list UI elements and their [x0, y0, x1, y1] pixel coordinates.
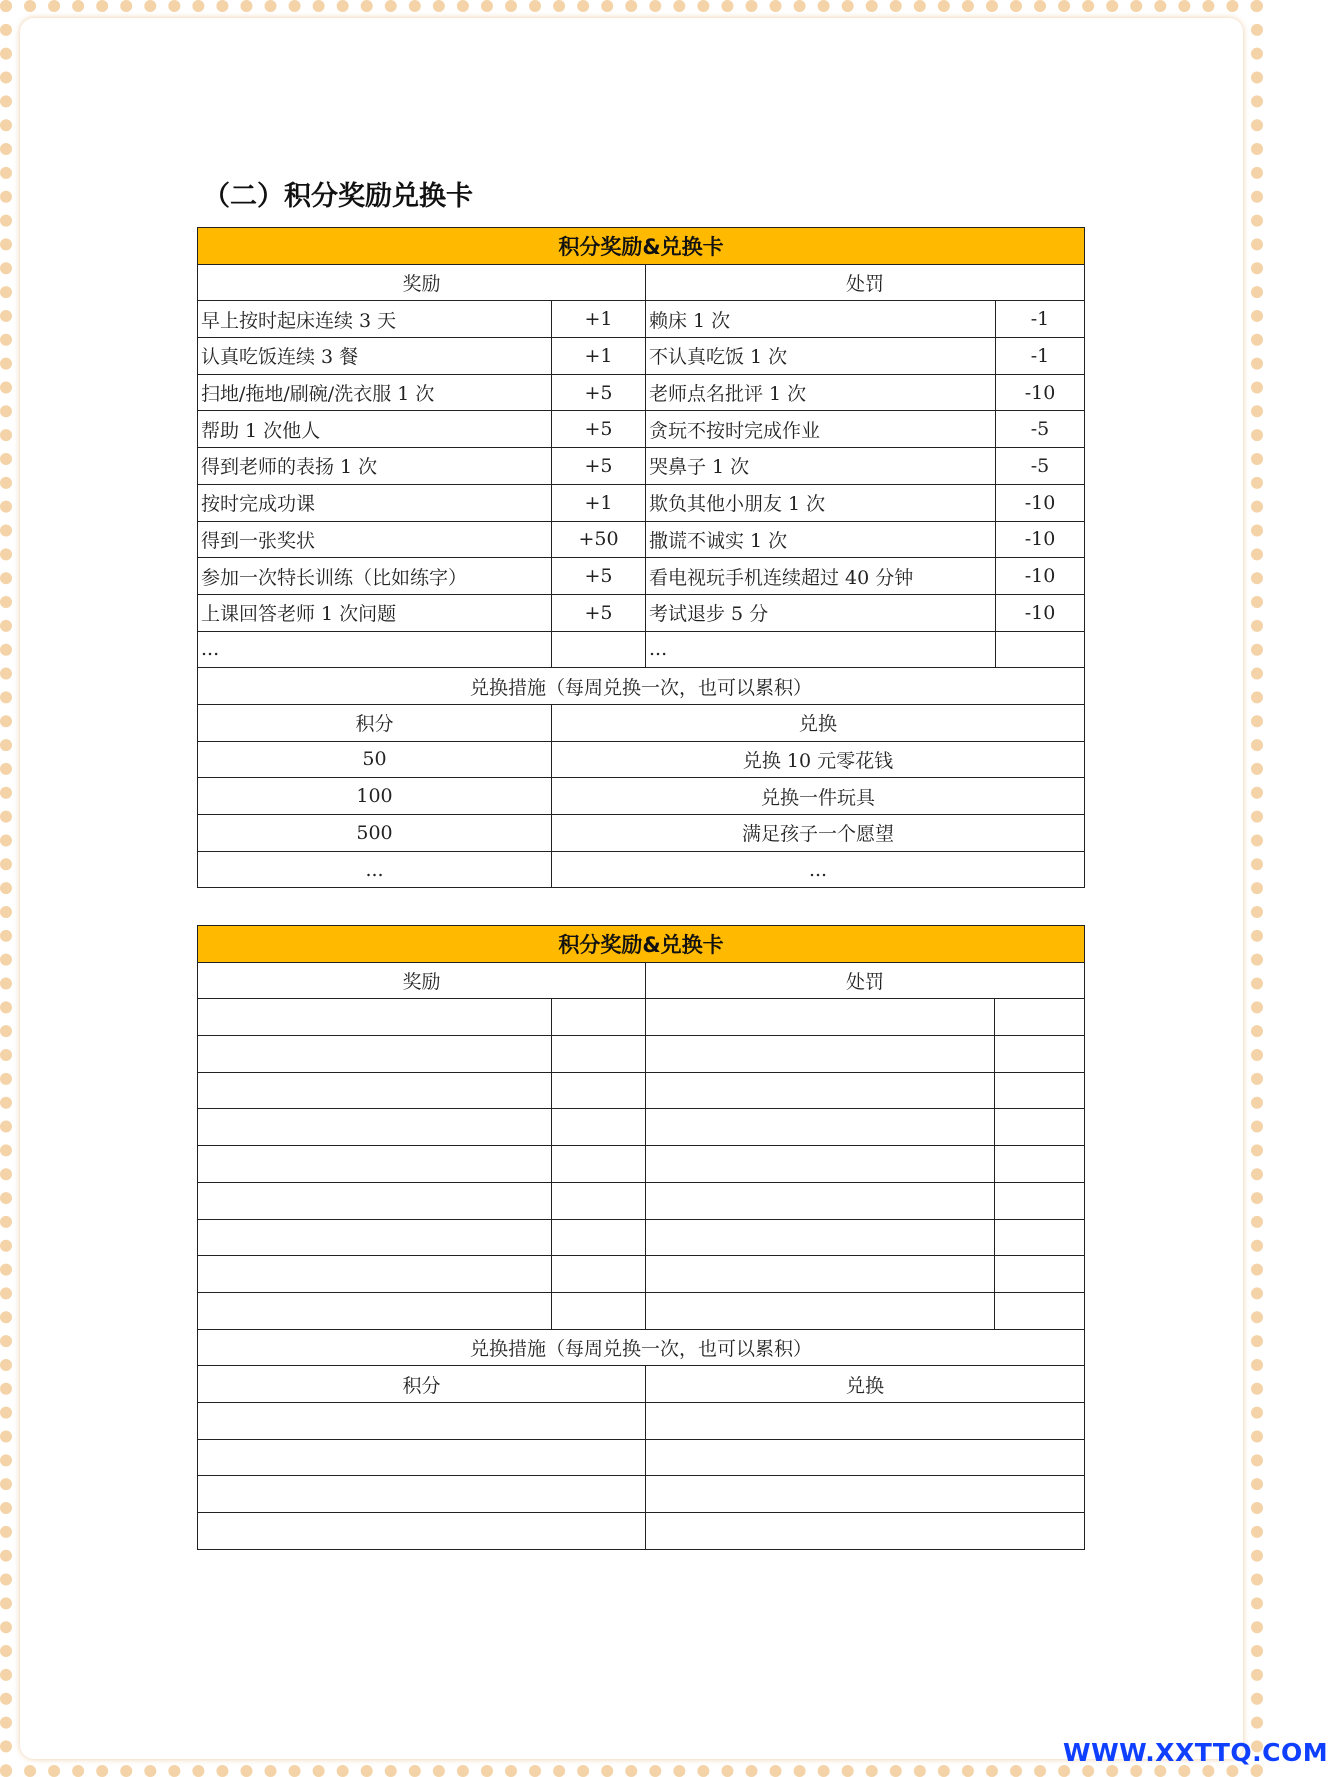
exchange-item: 兑换 10 元零花钱: [552, 741, 1085, 778]
exchange-row: [198, 778, 1085, 815]
reward-points: +5: [552, 411, 646, 448]
exchange-item: [646, 1476, 1085, 1513]
blank-exchange-row: [198, 1439, 1085, 1476]
reward-text: ...: [198, 631, 552, 668]
exchange-points: [198, 1513, 646, 1550]
penalty-points: -10: [996, 594, 1085, 631]
rule-row: [198, 484, 1085, 521]
exchange-title: 兑换措施（每周兑换一次，也可以累积）: [198, 668, 1085, 705]
exchange-header-row: [198, 704, 1085, 741]
rule-row: [198, 521, 1085, 558]
reward-text: [198, 1109, 552, 1146]
penalty-points: -1: [996, 338, 1085, 375]
blank-rule-row: [198, 1292, 1085, 1329]
rule-row: [198, 411, 1085, 448]
penalty-text: 赖床 1 次: [646, 301, 996, 338]
reward-text: 扫地/拖地/刷碗/洗衣服 1 次: [198, 374, 552, 411]
exchange-points: 100: [198, 778, 552, 815]
penalty-points: [995, 1146, 1085, 1183]
reward-text: 上课回答老师 1 次问题: [198, 594, 552, 631]
card-header-row: [198, 264, 1085, 301]
reward-points: [552, 1146, 646, 1183]
penalty-text: [646, 1256, 995, 1293]
penalty-points: -5: [996, 448, 1085, 485]
penalty-text: 撒谎不诚实 1 次: [646, 521, 996, 558]
reward-points: +1: [552, 301, 646, 338]
reward-text: 按时完成功课: [198, 484, 552, 521]
penalty-text: 老师点名批评 1 次: [646, 374, 996, 411]
rule-row: [198, 338, 1085, 375]
reward-points: [552, 1182, 646, 1219]
reward-points: [552, 999, 646, 1036]
reward-text: [198, 1146, 552, 1183]
exchange-points: [198, 1402, 646, 1439]
card-header-row: [198, 962, 1085, 999]
reward-points: +1: [552, 338, 646, 375]
penalty-points: [995, 1036, 1085, 1073]
card-title: 积分奖励&兑换卡: [198, 926, 1085, 963]
penalty-text: [646, 1182, 995, 1219]
reward-points: [552, 1072, 646, 1109]
penalty-points: [995, 1072, 1085, 1109]
reward-points: +50: [552, 521, 646, 558]
penalty-text: 哭鼻子 1 次: [646, 448, 996, 485]
reward-text: 早上按时起床连续 3 天: [198, 301, 552, 338]
rule-row: [198, 448, 1085, 485]
rule-row: [198, 594, 1085, 631]
blank-exchange-row: [198, 1402, 1085, 1439]
penalty-points: [995, 1292, 1085, 1329]
points-header: 积分: [198, 704, 552, 741]
exchange-points: 50: [198, 741, 552, 778]
exchange-row: [198, 851, 1085, 888]
reward-card-example: [197, 227, 1085, 888]
exchange-item: ...: [552, 851, 1085, 888]
exchange-header: 兑换: [646, 1366, 1085, 1403]
penalty-points: -10: [996, 558, 1085, 595]
card-title: 积分奖励&兑换卡: [198, 228, 1085, 265]
card-title-row: [198, 926, 1085, 963]
penalty-text: [646, 1292, 995, 1329]
reward-text: [198, 1256, 552, 1293]
penalty-points: [995, 1256, 1085, 1293]
reward-points: +5: [552, 558, 646, 595]
reward-points: [552, 1292, 646, 1329]
reward-text: 参加一次特长训练（比如练字）: [198, 558, 552, 595]
exchange-points: [198, 1476, 646, 1513]
rule-row: [198, 301, 1085, 338]
reward-text: 认真吃饭连续 3 餐: [198, 338, 552, 375]
penalty-text: 不认真吃饭 1 次: [646, 338, 996, 375]
penalty-text: 看电视玩手机连续超过 40 分钟: [646, 558, 996, 595]
exchange-title-row: [198, 1329, 1085, 1366]
reward-text: 得到老师的表扬 1 次: [198, 448, 552, 485]
penalty-points: [995, 1182, 1085, 1219]
reward-text: [198, 1036, 552, 1073]
section-title: （二）积分奖励兑换卡: [203, 181, 473, 212]
blank-rule-row: [198, 1109, 1085, 1146]
reward-text: [198, 1072, 552, 1109]
exchange-title: 兑换措施（每周兑换一次，也可以累积）: [198, 1329, 1085, 1366]
penalty-points: [995, 1109, 1085, 1146]
reward-text: [198, 1182, 552, 1219]
exchange-points: 500: [198, 815, 552, 852]
penalty-points: -1: [996, 301, 1085, 338]
exchange-points: [198, 1439, 646, 1476]
blank-rule-row: [198, 1072, 1085, 1109]
blank-rule-row: [198, 1182, 1085, 1219]
penalty-text: [646, 1109, 995, 1146]
penalty-text: ...: [646, 631, 996, 668]
reward-points: [552, 631, 646, 668]
penalty-text: [646, 1072, 995, 1109]
reward-points: [552, 1036, 646, 1073]
reward-text: [198, 999, 552, 1036]
reward-text: [198, 1219, 552, 1256]
reward-points: [552, 1256, 646, 1293]
reward-points: +5: [552, 594, 646, 631]
exchange-item: 满足孩子一个愿望: [552, 815, 1085, 852]
penalty-text: [646, 1146, 995, 1183]
penalty-points: -10: [996, 521, 1085, 558]
reward-points: +5: [552, 448, 646, 485]
blank-exchange-row: [198, 1476, 1085, 1513]
penalty-text: 欺负其他小朋友 1 次: [646, 484, 996, 521]
rule-row: [198, 631, 1085, 668]
penalty-text: [646, 999, 995, 1036]
penalty-text: [646, 1036, 995, 1073]
reward-header: 奖励: [198, 264, 646, 301]
exchange-row: [198, 741, 1085, 778]
blank-rule-row: [198, 1219, 1085, 1256]
penalty-header: 处罚: [646, 264, 1085, 301]
exchange-item: [646, 1439, 1085, 1476]
penalty-points: [995, 1219, 1085, 1256]
penalty-points: [996, 631, 1085, 668]
penalty-points: -10: [996, 484, 1085, 521]
reward-text: 帮助 1 次他人: [198, 411, 552, 448]
exchange-item: [646, 1402, 1085, 1439]
exchange-header: 兑换: [552, 704, 1085, 741]
penalty-text: 贪玩不按时完成作业: [646, 411, 996, 448]
penalty-text: [646, 1219, 995, 1256]
rule-row: [198, 374, 1085, 411]
exchange-header-row: [198, 1366, 1085, 1403]
rule-row: [198, 558, 1085, 595]
reward-text: 得到一张奖状: [198, 521, 552, 558]
site-watermark: WWW.XXTTQ.COM: [1063, 1738, 1328, 1767]
blank-rule-row: [198, 1256, 1085, 1293]
exchange-points: ...: [198, 851, 552, 888]
exchange-row: [198, 815, 1085, 852]
penalty-text: 考试退步 5 分: [646, 594, 996, 631]
exchange-title-row: [198, 668, 1085, 705]
penalty-header: 处罚: [646, 962, 1085, 999]
blank-rule-row: [198, 1036, 1085, 1073]
reward-text: [198, 1292, 552, 1329]
penalty-points: [995, 999, 1085, 1036]
blank-rule-row: [198, 1146, 1085, 1183]
reward-points: +1: [552, 484, 646, 521]
points-header: 积分: [198, 1366, 646, 1403]
card-title-row: [198, 228, 1085, 265]
reward-points: [552, 1109, 646, 1146]
reward-points: [552, 1219, 646, 1256]
reward-points: +5: [552, 374, 646, 411]
penalty-points: -10: [996, 374, 1085, 411]
reward-card-blank: [197, 925, 1085, 1550]
blank-rule-row: [198, 999, 1085, 1036]
exchange-item: 兑换一件玩具: [552, 778, 1085, 815]
exchange-item: [646, 1513, 1085, 1550]
reward-header: 奖励: [198, 962, 646, 999]
blank-exchange-row: [198, 1513, 1085, 1550]
penalty-points: -5: [996, 411, 1085, 448]
